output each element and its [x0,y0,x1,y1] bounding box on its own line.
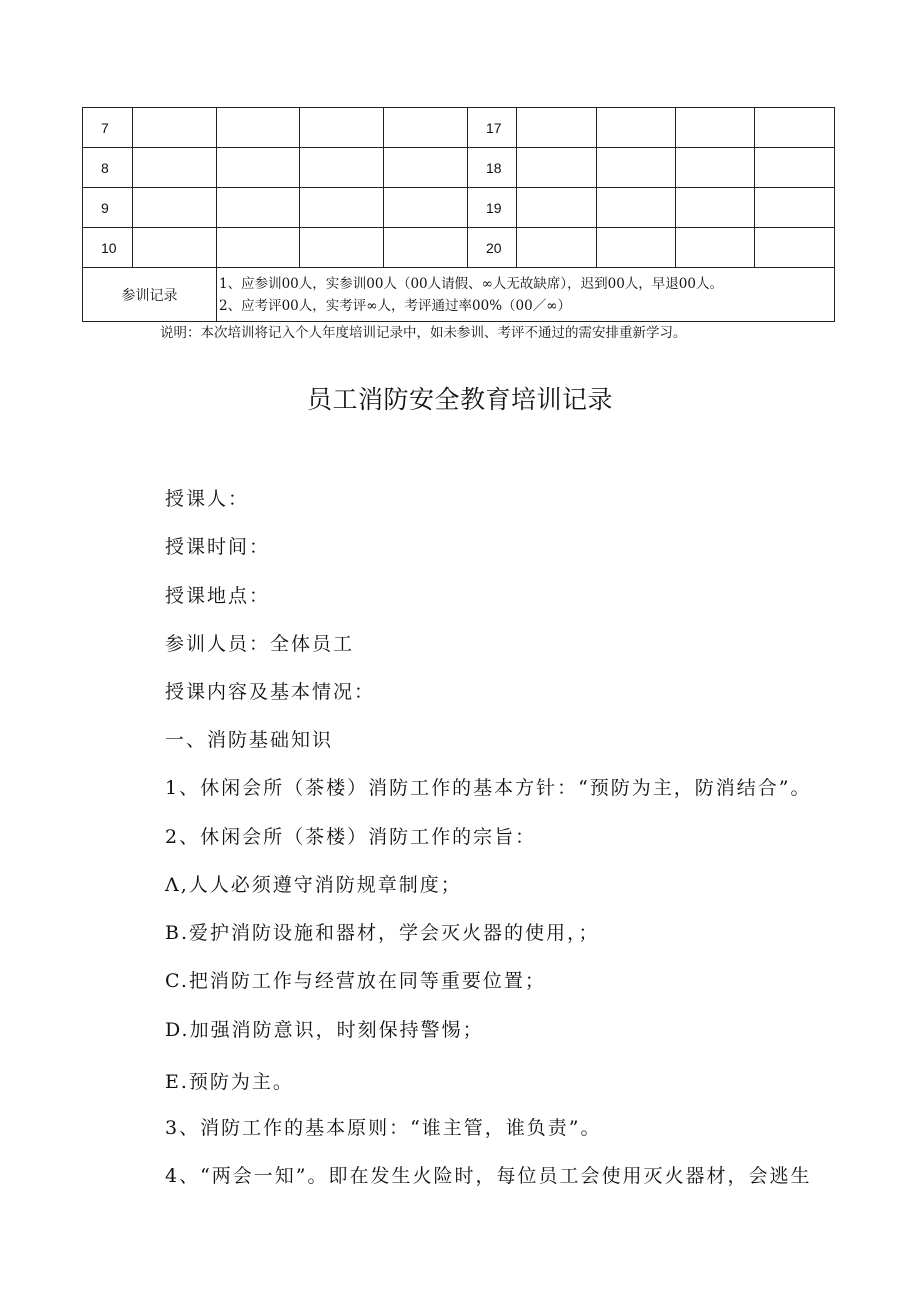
blank-cell [517,228,597,268]
participants-line: 参训人员：全体员工 [165,633,355,655]
section-heading: 一、消防基础知识 [165,729,334,751]
location-line: 授课地点： [165,585,271,607]
row-number: 10 [83,228,133,268]
row-number: 7 [83,108,133,148]
row-number: 8 [83,148,133,188]
blank-cell [300,188,384,228]
attendance-table [82,107,835,322]
record-line-1: 1、应参训00人，实参训00人（00人请假、∞人无故缺席），迟到00人，早退00人。 [219,275,723,292]
blank-cell [300,228,384,268]
blank-cell [217,108,300,148]
paragraph: Λ,人人必须遵守消防规章制度； [165,874,462,896]
row-number: 18 [468,148,517,188]
row-number: 9 [83,188,133,228]
page-title: 员工消防安全教育培训记录 [306,385,613,414]
row-number: 20 [468,228,517,268]
paragraph: 3、消防工作的基本原则：“谁主管，谁负责”。 [165,1117,602,1139]
record-label: 参训记录 [83,268,217,322]
blank-cell [384,108,468,148]
table-row [83,188,835,228]
row-number: 19 [468,188,517,228]
paragraph: B.爱护消防设施和器材，学会灭火器的使用，； [165,922,600,944]
time-line: 授课时间： [165,536,271,558]
blank-cell [597,188,676,228]
record-line-2: 2、应考评00人，实考评∞人，考评通过率00%（00／∞） [219,297,571,314]
blank-cell [217,188,300,228]
blank-cell [517,188,597,228]
blank-cell [676,188,755,228]
blank-cell [133,148,217,188]
table-note: 说明：本次培训将记入个人年度培训记录中，如未参训、考评不通过的需安排重新学习。 [160,325,687,341]
blank-cell [384,228,468,268]
content-heading: 授课内容及基本情况： [165,681,376,703]
blank-cell [384,148,468,188]
table-row [83,228,835,268]
blank-cell [597,108,676,148]
table-row [83,108,835,148]
blank-cell [517,148,597,188]
blank-cell [755,108,835,148]
blank-cell [384,188,468,228]
blank-cell [217,228,300,268]
blank-cell [517,108,597,148]
blank-cell [755,188,835,228]
blank-cell [133,188,217,228]
blank-cell [300,148,384,188]
blank-cell [676,108,755,148]
blank-cell [597,228,676,268]
blank-cell [597,148,676,188]
blank-cell [755,148,835,188]
paragraph: 1、休闲会所（茶楼）消防工作的基本方针：“预防为主，防消结合”。 [165,777,812,799]
blank-cell [676,228,755,268]
blank-cell [676,148,755,188]
record-row [83,268,835,322]
blank-cell [217,148,300,188]
table-row [83,148,835,188]
paragraph: 4、“两会一知”。即在发生火险时，每位员工会使用灭火器材，会逃生 [165,1165,812,1187]
paragraph: E.预防为主。 [165,1071,294,1093]
row-number: 17 [468,108,517,148]
blank-cell [300,108,384,148]
blank-cell [133,228,217,268]
lecturer-line: 授课人： [165,488,250,510]
blank-cell [133,108,217,148]
paragraph: C.把消防工作与经营放在同等重要位置； [165,970,546,992]
paragraph: 2、休闲会所（茶楼）消防工作的宗旨： [165,826,537,848]
paragraph: D.加强消防意识，时刻保持警惕； [165,1019,484,1041]
blank-cell [755,228,835,268]
record-details [217,268,835,322]
